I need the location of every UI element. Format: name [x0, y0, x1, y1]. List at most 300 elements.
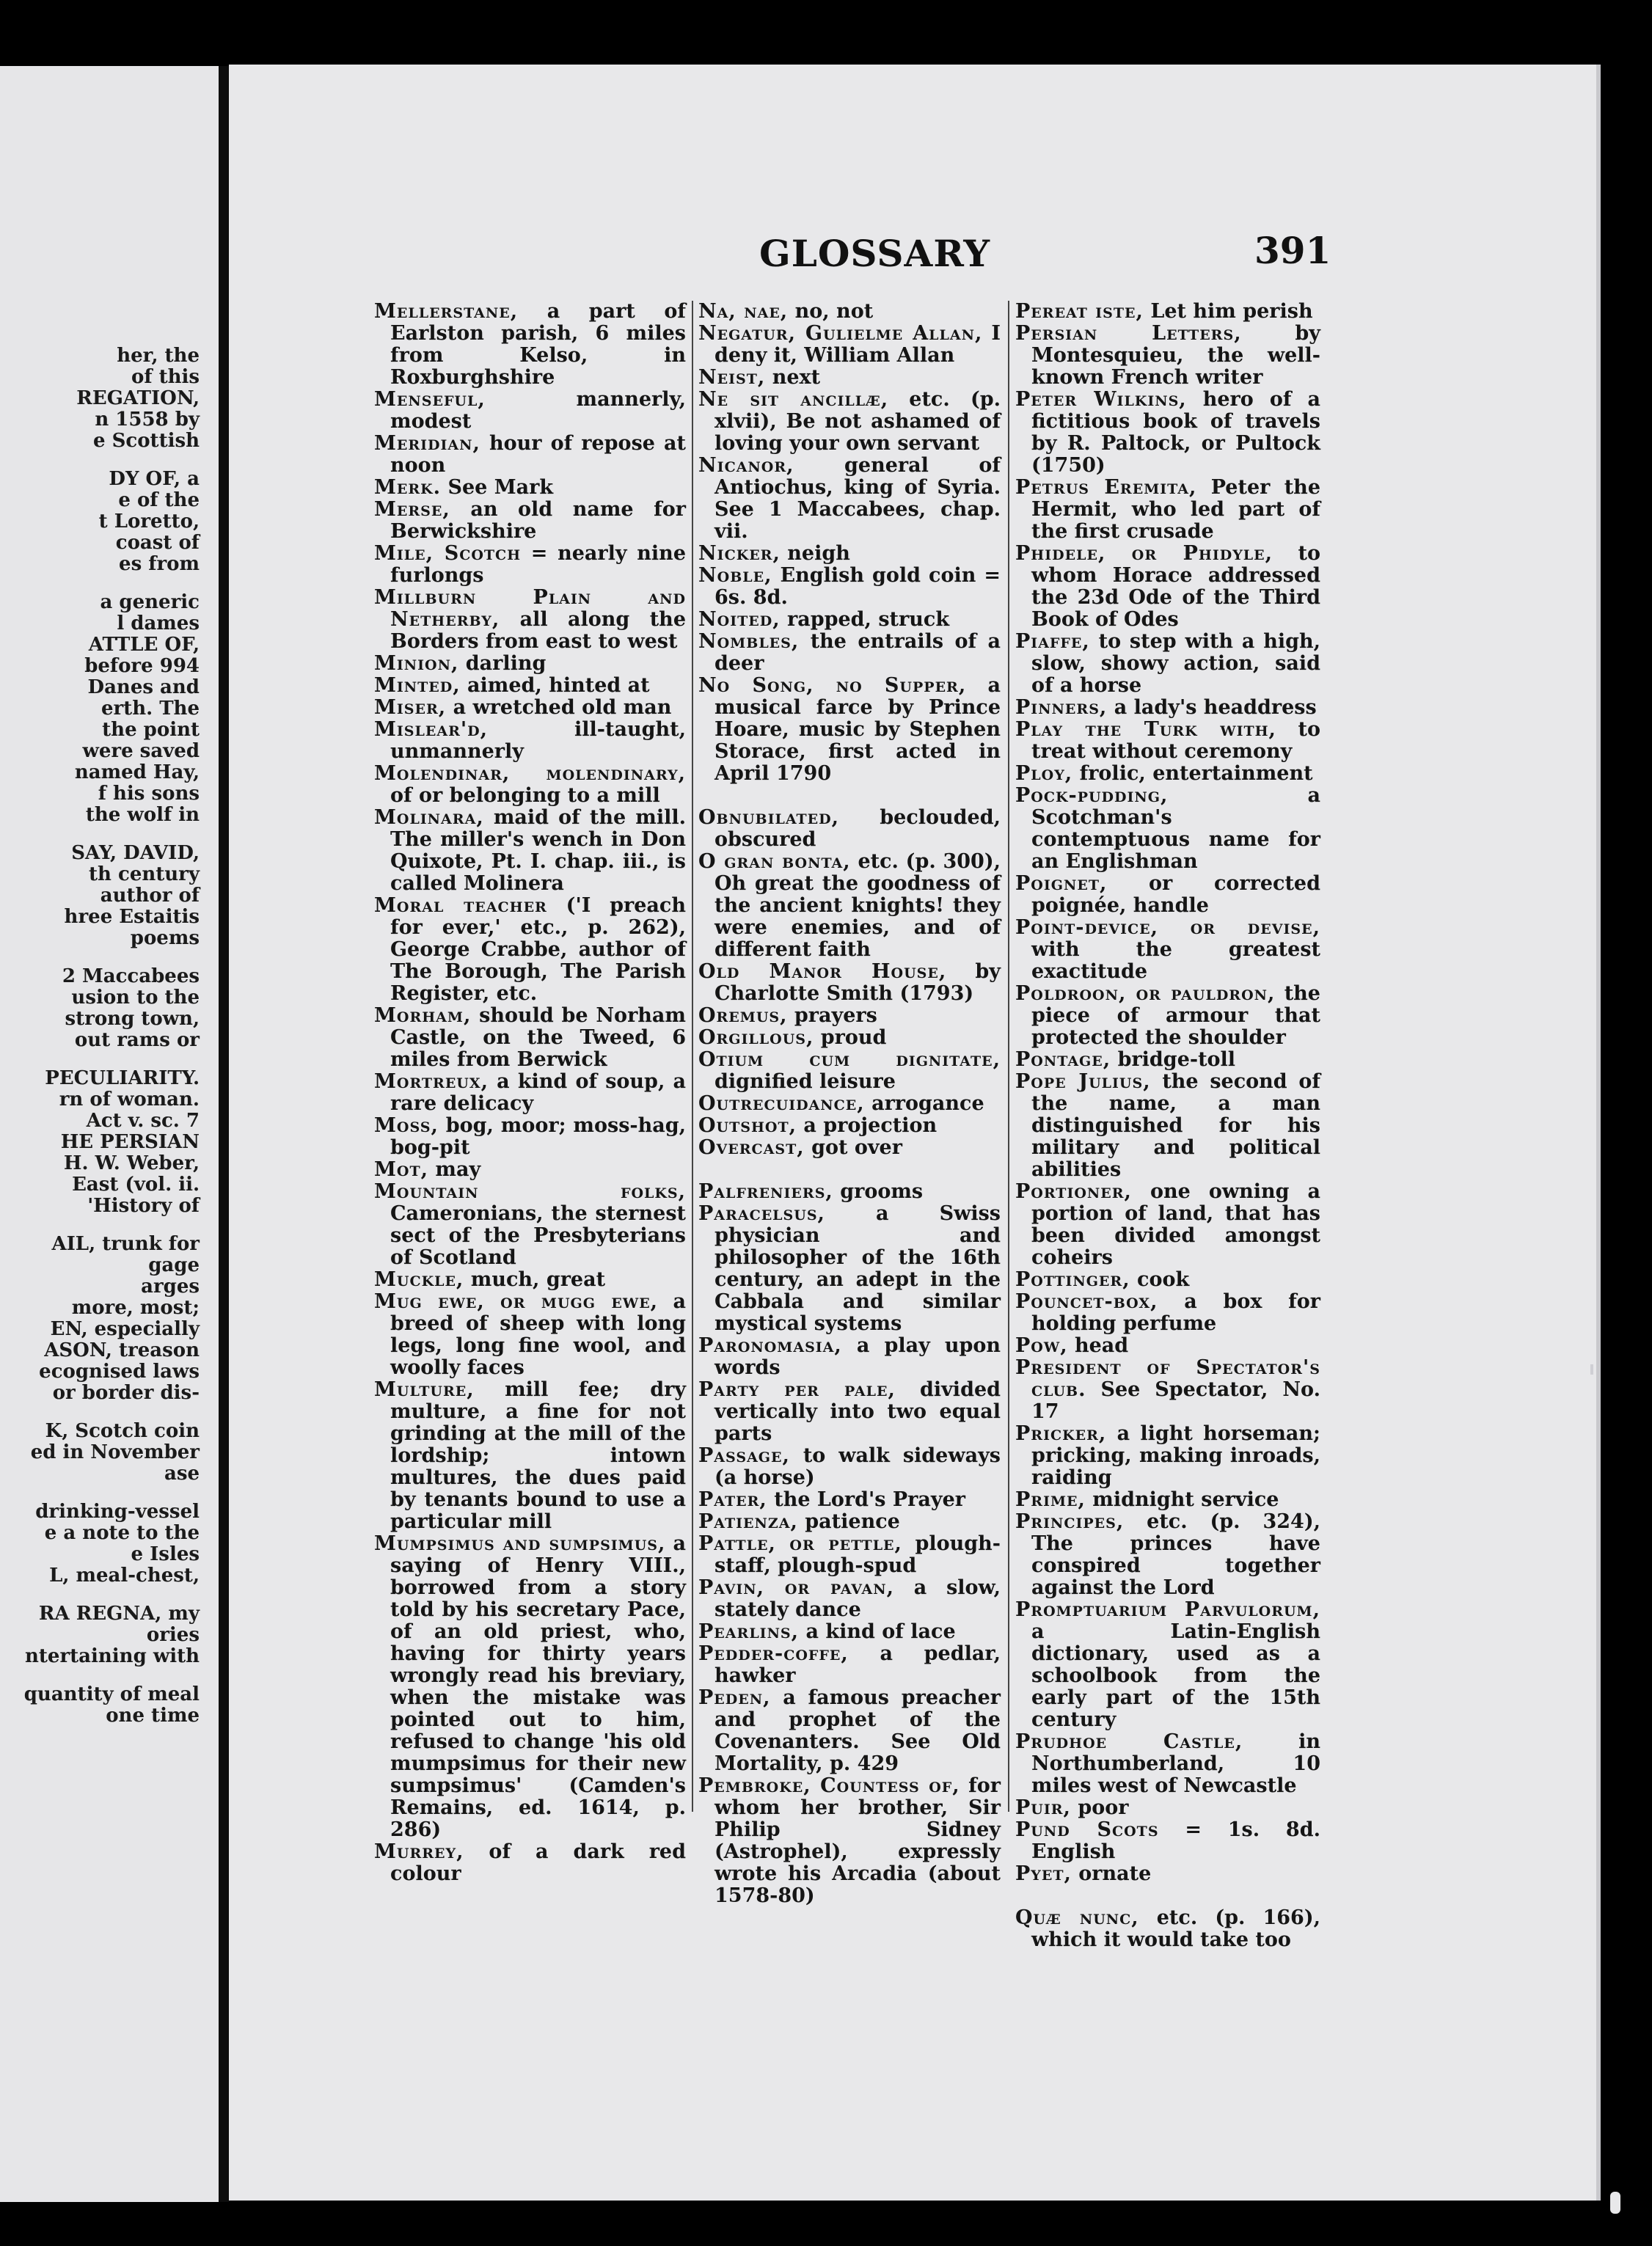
entry-definition: a saying of Henry VIII., borrowed from a story told by his secretary Pace, of an old priest, who, having for thirty years wrongly read his breviary, when the mistake was pointed out to him, refused to change 'his old mumpsimus for their new sumpsimus' (Camden's Remains, ed. 1614, p. 286)	[390, 1532, 686, 1841]
glossary-entry	[1015, 1357, 1320, 1423]
glossary-entry	[374, 499, 686, 543]
facing-page-fragment: DY OF, a	[109, 468, 200, 490]
running-head: GLOSSARY	[759, 232, 991, 275]
facing-page-fragment: n 1558 by	[95, 409, 200, 431]
glossary-entry	[1015, 477, 1320, 543]
glossary-entry	[698, 1687, 1001, 1775]
entry-definition: neigh	[780, 542, 850, 565]
facing-page-fragment: poems	[130, 927, 200, 949]
entry-headword: Peden,	[698, 1686, 771, 1709]
entry-headword: Orgillous,	[698, 1026, 814, 1049]
entry-headword: Poldroon, or pauldron,	[1015, 982, 1276, 1005]
entry-headword: President of Spectator's club.	[1015, 1356, 1320, 1401]
entry-definition: the piece of armour that protected the shoulder	[1031, 982, 1320, 1049]
facing-page-fragment: ATTLE OF,	[88, 634, 200, 656]
entry-definition: next	[765, 366, 821, 389]
entry-definition: plough-staff, plough-spud	[714, 1532, 1001, 1577]
entry-headword: Mug ewe, or mugg ewe,	[374, 1290, 659, 1313]
entry-headword: Pembroke, Countess of,	[698, 1774, 960, 1797]
facing-page-fragment: l dames	[117, 612, 200, 634]
glossary-entry	[1015, 1291, 1320, 1335]
facing-page-fragment: arges	[141, 1276, 200, 1298]
entry-definition: to treat without ceremony	[1031, 718, 1320, 763]
glossary-entry	[698, 1027, 1001, 1049]
entry-headword: Miser,	[374, 696, 447, 719]
entry-headword: Mellerstane,	[374, 300, 519, 323]
glossary-entry	[1015, 719, 1320, 763]
entry-headword: Muckle,	[374, 1268, 464, 1291]
entry-definition: maid of the mill. The miller's wench in Don Quixote, Pt. I. chap. iii., is called Molinera	[390, 806, 686, 895]
facing-page-fragment: t Loretto,	[98, 511, 200, 533]
entry-headword: Party per pale,	[698, 1378, 896, 1401]
entry-headword: Morham,	[374, 1004, 472, 1027]
glossary-entry	[374, 697, 686, 719]
entry-headword: Merse,	[374, 498, 450, 521]
glossary-entry	[1015, 1511, 1320, 1599]
glossary-column-2	[698, 301, 1001, 1907]
glossary-entry	[1015, 389, 1320, 477]
glossary-entry	[698, 1005, 1001, 1027]
entry-headword: Outrecuidance,	[698, 1092, 865, 1115]
entry-headword: Promptuarium Parvulorum,	[1015, 1598, 1320, 1621]
entry-definition: etc. (p. 166), which it would take too	[1031, 1906, 1320, 1951]
entry-definition: or corrected poignée, handle	[1031, 872, 1320, 917]
entry-headword: Mislear'd,	[374, 718, 489, 741]
entry-headword: Noble,	[698, 564, 772, 587]
entry-headword: Point-device, or devise,	[1015, 916, 1320, 939]
entry-definition: Cameronians, the sternest sect of the Presbyterians of Scotland	[390, 1202, 686, 1269]
entry-headword: Oremus,	[698, 1004, 788, 1027]
entry-definition: darling	[458, 652, 547, 675]
facing-page-fragment: e a note to the	[44, 1522, 200, 1544]
entry-headword: Pinners,	[1015, 696, 1108, 719]
glossary-entry	[1015, 1049, 1320, 1071]
facing-page-fragment: 2 Maccabees	[62, 965, 200, 987]
facing-page-fragment: th century	[89, 863, 200, 885]
entry-definition: all along the Borders from east to west	[390, 608, 686, 653]
entry-definition: the entrails of a deer	[714, 630, 1001, 675]
entry-headword: Portioner,	[1015, 1180, 1132, 1203]
glossary-entry	[1015, 1863, 1320, 1885]
facing-page-fragment: ase	[164, 1463, 200, 1485]
entry-definition: a kind of soup, a rare delicacy	[390, 1070, 686, 1115]
entry-headword: Prudhoe Castle,	[1015, 1730, 1243, 1753]
entry-headword: Pottinger,	[1015, 1268, 1130, 1291]
entry-definition: a Swiss physician and philosopher of the 16th century, an adept in the Cabbala and similar mystical systems	[714, 1202, 1001, 1335]
facing-page-fragment: were saved	[82, 740, 200, 762]
glossary-entry	[698, 565, 1001, 609]
glossary-entry	[374, 763, 686, 807]
facing-page-fragment: hree Estaitis	[64, 906, 200, 928]
facing-page-fragment: e Isles	[131, 1543, 200, 1565]
facing-page-fragment: e Scottish	[93, 430, 200, 452]
entry-definition: no, not	[788, 300, 874, 323]
entry-definition: for whom her brother, Sir Philip Sidney (Astrophel), expressly wrote his Arcadia (about 1578-80)	[714, 1774, 1001, 1907]
book-gutter	[219, 66, 229, 2202]
entry-definition: one owning a portion of land, that has been divided amongst coheirs	[1031, 1180, 1320, 1269]
glossary-entry	[374, 1071, 686, 1115]
glossary-entry	[374, 587, 686, 653]
facing-page-fragment: the wolf in	[85, 804, 200, 826]
entry-headword: Molinara,	[374, 806, 484, 829]
entry-headword: Piaffe,	[1015, 630, 1090, 653]
entry-definition: a lady's headdress	[1107, 696, 1317, 719]
entry-headword: Phidele, or Phidyle,	[1015, 542, 1273, 565]
entry-headword: Nicker,	[698, 542, 781, 565]
glossary-entry	[374, 1181, 686, 1269]
entry-definition: much, great	[464, 1268, 606, 1291]
facing-page-fragment: Act v. sc. 7	[86, 1110, 200, 1132]
glossary-entry	[698, 455, 1001, 543]
entry-definition: bog, moor; moss-hag, bog-pit	[390, 1114, 686, 1159]
glossary-entry	[1015, 543, 1320, 631]
entry-headword: Pavin, or pavan,	[698, 1576, 895, 1599]
page-edge	[1596, 65, 1601, 2201]
entry-headword: Outshot,	[698, 1114, 797, 1137]
entry-headword: Moral teacher	[374, 894, 547, 917]
entry-definition: with the greatest exactitude	[1031, 938, 1320, 983]
entry-headword: Merk.	[374, 476, 442, 499]
glossary-entry	[374, 719, 686, 763]
entry-headword: Persian Letters,	[1015, 322, 1242, 345]
entry-headword: Nicanor,	[698, 454, 794, 477]
entry-headword: Petrus Eremita,	[1015, 476, 1197, 499]
facing-page-fragment: rn of woman.	[59, 1089, 200, 1111]
glossary-entry	[374, 1379, 686, 1533]
entry-headword: Obnubilated,	[698, 806, 840, 829]
glossary-entry	[1015, 785, 1320, 873]
entry-definition: the second of the name, a man distinguished for his military and political abilities	[1031, 1070, 1320, 1181]
entry-definition: Peter the Hermit, who led part of the first crusade	[1031, 476, 1320, 543]
entry-headword: Quæ nunc,	[1015, 1906, 1139, 1929]
entry-headword: Mortreux,	[374, 1070, 489, 1093]
glossary-entry	[1015, 323, 1320, 389]
entry-definition: by Montesquieu, the well-known French writer	[1031, 322, 1320, 389]
entry-definition: poor	[1070, 1796, 1129, 1819]
glossary-entry	[1015, 1269, 1320, 1291]
glossary-entry	[374, 543, 686, 587]
entry-definition: arrogance	[864, 1092, 984, 1115]
glossary-entry	[698, 1445, 1001, 1489]
entry-definition: got over	[804, 1136, 902, 1159]
entry-definition: frolic, entertainment	[1072, 762, 1313, 785]
entry-headword: Pow,	[1015, 1334, 1068, 1357]
facing-page-fragment: H. W. Weber,	[63, 1152, 200, 1174]
entry-definition: a famous preacher and prophet of the Covenanters. See Old Mortality, p. 429	[714, 1686, 1001, 1775]
facing-page-fragment: ories	[146, 1624, 200, 1646]
entry-headword: Palfreniers,	[698, 1180, 833, 1203]
entry-headword: Mountain folks,	[374, 1180, 686, 1203]
glossary-entry	[1015, 1819, 1320, 1863]
facing-page-fragment: ed in November	[30, 1441, 200, 1463]
page-number: 391	[1254, 229, 1331, 272]
entry-definition: proud	[814, 1026, 887, 1049]
entry-headword: Mile, Scotch	[374, 542, 522, 565]
facing-page-fragment: HE PERSIAN	[60, 1131, 200, 1153]
entry-definition: a breed of sheep with long legs, long fine wool, and woolly faces	[390, 1290, 686, 1379]
entry-definition: general of Antiochus, king of Syria. See 1 Maccabees, chap. vii.	[714, 454, 1001, 543]
glossary-entry	[698, 1093, 1001, 1115]
glossary-entry	[1015, 983, 1320, 1049]
entry-definition: hour of repose at noon	[390, 432, 686, 477]
glossary-entry	[698, 961, 1001, 1005]
glossary-entry	[1015, 1797, 1320, 1819]
facing-page-fragment: East (vol. ii.	[72, 1174, 200, 1196]
entry-headword: Murrey,	[374, 1840, 464, 1863]
facing-page-fragment: ASON, treason	[44, 1339, 200, 1361]
entry-definition: cook	[1130, 1268, 1190, 1291]
glossary-entry	[698, 1533, 1001, 1577]
entry-headword: Pricker,	[1015, 1422, 1107, 1445]
entry-headword: Menseful,	[374, 388, 486, 411]
entry-definition: of a dark red colour	[390, 1840, 686, 1885]
entry-definition: ornate	[1071, 1862, 1152, 1885]
entry-definition: in Northumberland, 10 miles west of Newcastle	[1031, 1730, 1320, 1797]
entry-headword: Overcast,	[698, 1136, 805, 1159]
glossary-entry	[698, 807, 1001, 851]
facing-page-fragment: strong town,	[65, 1008, 200, 1030]
facing-page-fragment: K, Scotch coin	[45, 1420, 200, 1442]
entry-definition: bridge-toll	[1111, 1048, 1236, 1071]
facing-page-fragment: RA REGNA, my	[38, 1603, 200, 1625]
entry-definition: a Scotchman's contemptuous name for an Englishman	[1031, 784, 1320, 873]
facing-page-fragment: the point	[102, 719, 200, 741]
entry-definition: grooms	[833, 1180, 924, 1203]
glossary-entry	[374, 1291, 686, 1379]
entry-definition: to walk sideways (a horse)	[714, 1444, 1001, 1489]
glossary-entry	[1015, 1181, 1320, 1269]
entry-definition: ('I preach for ever,' etc., p. 262), George Crabbe, author of The Borough, The Parish Register, etc.	[390, 894, 687, 1005]
entry-definition: a musical farce by Prince Hoare, music by Stephen Storace, first acted in April 1790	[714, 674, 1001, 785]
glossary-entry	[698, 851, 1001, 961]
entry-headword: Principes,	[1015, 1510, 1125, 1533]
glossary-entry	[1015, 301, 1320, 323]
facing-page-fragment: before 994	[84, 655, 200, 677]
entry-definition: = nearly nine furlongs	[390, 542, 686, 587]
glossary-entry	[374, 895, 686, 1005]
entry-definition: etc. (p. xlvii), Be not ashamed of loving your own servant	[714, 388, 1001, 455]
facing-page-fragment: ecognised laws	[39, 1361, 200, 1383]
entry-definition: = 1s. 8d. English	[1031, 1818, 1320, 1863]
facing-page-fragment: EN, especially	[50, 1318, 200, 1340]
facing-page-fragment: usion to the	[71, 987, 200, 1009]
glossary-entry	[1015, 1071, 1320, 1181]
entry-definition: See Mark	[441, 476, 554, 499]
glossary-entry	[698, 543, 1001, 565]
entry-headword: Ploy,	[1015, 762, 1073, 785]
glossary-entry	[698, 389, 1001, 455]
glossary-entry	[698, 1775, 1001, 1907]
facing-page-fragment: quantity of meal	[23, 1683, 200, 1705]
glossary-entry	[698, 301, 1001, 323]
glossary-entry	[1015, 697, 1320, 719]
entry-definition: etc. (p. 300), Oh great the goodness of the ancient knights! they were enemies, and of different faith	[714, 850, 1001, 961]
glossary-entry	[698, 1379, 1001, 1445]
entry-headword: Meridian,	[374, 432, 480, 455]
facing-page-fragment: drinking-vessel	[35, 1501, 200, 1523]
glossary-entry	[698, 675, 1001, 785]
glossary-entry	[698, 323, 1001, 367]
entry-definition: to whom Horace addressed the 23d Ode of the Third Book of Odes	[1031, 542, 1320, 631]
glossary-entry	[698, 1203, 1001, 1335]
entry-headword: Pouncet-box,	[1015, 1290, 1158, 1313]
glossary-entry	[1015, 917, 1320, 983]
entry-headword: Pearlins,	[698, 1620, 800, 1643]
glossary-entry	[698, 1577, 1001, 1621]
facing-page-fragment: more, most;	[71, 1297, 200, 1319]
glossary-entry	[1015, 1907, 1320, 1951]
column-rule	[1008, 301, 1009, 1812]
glossary-entry	[374, 1841, 686, 1885]
entry-headword: Peter Wilkins,	[1015, 388, 1187, 411]
entry-definition: should be Norham Castle, on the Tweed, 6 miles from Berwick	[390, 1004, 686, 1071]
entry-definition: mill fee; dry multure, a fine for not grinding at the mill of the lordship; intown multures, the dues paid by tenants bound to use a particular mill	[390, 1378, 686, 1533]
entry-headword: Pattle, or pettle,	[698, 1532, 902, 1555]
glossary-entry	[1015, 631, 1320, 697]
entry-definition: by Charlotte Smith (1793)	[714, 960, 1001, 1005]
entry-definition: a part of Earlston parish, 6 miles from Kelso, in Roxburghshire	[390, 300, 686, 389]
glossary-entry	[698, 1489, 1001, 1511]
entry-headword: Play the Turk with,	[1015, 718, 1276, 741]
facing-page-fragment: or border dis-	[52, 1382, 200, 1404]
glossary-column-3	[1015, 301, 1320, 1951]
entry-headword: Prime,	[1015, 1488, 1086, 1511]
entry-headword: Pereat iste,	[1015, 300, 1144, 323]
facing-page-fragment: out rams or	[74, 1029, 200, 1051]
entry-definition: mannerly, modest	[390, 388, 686, 433]
entry-definition: midnight service	[1085, 1488, 1279, 1511]
entry-headword: Pope Julius,	[1015, 1070, 1151, 1093]
facing-page-fragment: coast of	[115, 532, 200, 554]
facing-page-fragment: gage	[148, 1254, 200, 1276]
entry-headword: Poignet,	[1015, 872, 1108, 895]
entry-definition: hero of a fictitious book of travels by R. Paltock, or Pultock (1750)	[1031, 388, 1320, 477]
entry-headword: Ne sit ancillæ,	[698, 388, 889, 411]
glossary-entry	[1015, 1335, 1320, 1357]
glossary-entry	[698, 367, 1001, 389]
entry-headword: Passage,	[698, 1444, 790, 1467]
entry-definition: Let him perish	[1143, 300, 1313, 323]
entry-definition: of or belonging to a mill	[390, 784, 660, 807]
scan-speck	[1590, 1364, 1593, 1375]
glossary-entry	[374, 1115, 686, 1159]
entry-definition: the Lord's Prayer	[767, 1488, 965, 1511]
glossary-entry	[374, 653, 686, 675]
entry-definition: dignified leisure	[714, 1070, 896, 1093]
entry-headword: Pock-pudding,	[1015, 784, 1169, 807]
entry-headword: Pontage,	[1015, 1048, 1111, 1071]
glossary-entry	[698, 1181, 1001, 1203]
entry-definition: head	[1067, 1334, 1129, 1357]
facing-page-fragment: SAY, DAVID,	[71, 842, 200, 864]
facing-page-fragment: 'History of	[87, 1195, 200, 1217]
facing-page-fragment: e of the	[118, 489, 200, 511]
entry-definition: rapped, struck	[780, 608, 950, 631]
facing-page-fragment: of this	[131, 366, 200, 388]
entry-headword: Mot,	[374, 1158, 428, 1181]
entry-definition: beclouded, obscured	[714, 806, 1001, 851]
facing-page-fragment: erth. The	[100, 698, 200, 720]
entry-definition: divided vertically into two equal parts	[714, 1378, 1001, 1445]
entry-headword: Pyet,	[1015, 1862, 1072, 1885]
entry-headword: Nombles,	[698, 630, 800, 653]
entry-headword: O gran bonta,	[698, 850, 851, 873]
entry-headword: Mumpsimus and sumpsimus,	[374, 1532, 666, 1555]
facing-page-fragment: ntertaining with	[25, 1645, 200, 1667]
facing-page-fragment: L, meal-chest,	[49, 1565, 200, 1587]
glossary-column-1	[374, 301, 686, 1885]
entry-headword: Minion,	[374, 652, 459, 675]
glossary-entry	[698, 1643, 1001, 1687]
entry-definition: aimed, hinted at	[460, 674, 650, 697]
entry-definition: prayers	[787, 1004, 877, 1027]
entry-headword: Pater,	[698, 1488, 767, 1511]
facing-page-fragment: AIL, trunk for	[51, 1233, 200, 1255]
entry-headword: Patienza,	[698, 1510, 798, 1533]
entry-headword: Otium cum dignitate,	[698, 1048, 1001, 1071]
entry-definition: a box for holding perfume	[1031, 1290, 1320, 1335]
facing-page-fragment: REGATION,	[76, 387, 200, 409]
entry-headword: Millburn Plain and Netherby,	[374, 586, 686, 631]
entry-headword: Paracelsus,	[698, 1202, 825, 1225]
glossary-entry	[1015, 1423, 1320, 1489]
entry-definition: a wretched old man	[446, 696, 672, 719]
glossary-entry	[374, 389, 686, 433]
facing-page-fragment: a generic	[100, 591, 200, 613]
entry-headword: Molendinar, molendinary,	[374, 762, 686, 785]
glossary-entry	[1015, 1489, 1320, 1511]
entry-definition: a pedlar, hawker	[714, 1642, 1001, 1687]
facing-page-fragment: one time	[106, 1705, 200, 1727]
facing-page-fragment: es from	[119, 553, 200, 575]
entry-definition: an old name for Berwickshire	[390, 498, 686, 543]
glossary-entry	[698, 1511, 1001, 1533]
facing-page-fragment: Danes and	[87, 676, 200, 698]
facing-page-fragment: author of	[100, 885, 200, 907]
glossary-entry	[374, 477, 686, 499]
glossary-entry	[374, 433, 686, 477]
glossary-entry	[1015, 1731, 1320, 1797]
facing-page-fragment: her, the	[117, 345, 200, 367]
entry-headword: Neist,	[698, 366, 766, 389]
glossary-entry	[698, 1049, 1001, 1093]
glossary-entry	[698, 609, 1001, 631]
facing-page-fragment: named Hay,	[74, 761, 200, 783]
glossary-entry	[374, 301, 686, 389]
facing-page	[0, 66, 219, 2202]
scan-speck	[1610, 2192, 1620, 2214]
entry-definition: a kind of lace	[799, 1620, 956, 1643]
facing-page-fragment: f his sons	[98, 783, 200, 805]
entry-definition: a slow, stately dance	[714, 1576, 1001, 1621]
entry-headword: Multure,	[374, 1378, 475, 1401]
entry-definition: a play upon words	[714, 1334, 1001, 1379]
glossary-entry	[374, 1269, 686, 1291]
entry-headword: Minted,	[374, 674, 461, 697]
entry-definition: may	[428, 1158, 481, 1181]
glossary-entry	[374, 1533, 686, 1841]
entry-headword: Na, nae,	[698, 300, 789, 323]
entry-definition: a Latin-English dictionary, used as a schoolbook from the early part of the 15th century	[1031, 1620, 1320, 1731]
entry-definition: ill-taught, unmannerly	[390, 718, 686, 763]
entry-headword: Pedder-coffe,	[698, 1642, 849, 1665]
entry-headword: Paronomasia,	[698, 1334, 842, 1357]
entry-headword: Pund Scots	[1015, 1818, 1159, 1841]
entry-definition: etc. (p. 324), The princes have conspired together against the Lord	[1031, 1510, 1320, 1599]
entry-headword: Moss,	[374, 1114, 439, 1137]
facing-page-fragment: PECULIARITY.	[45, 1067, 200, 1089]
glossary-entry	[698, 631, 1001, 675]
